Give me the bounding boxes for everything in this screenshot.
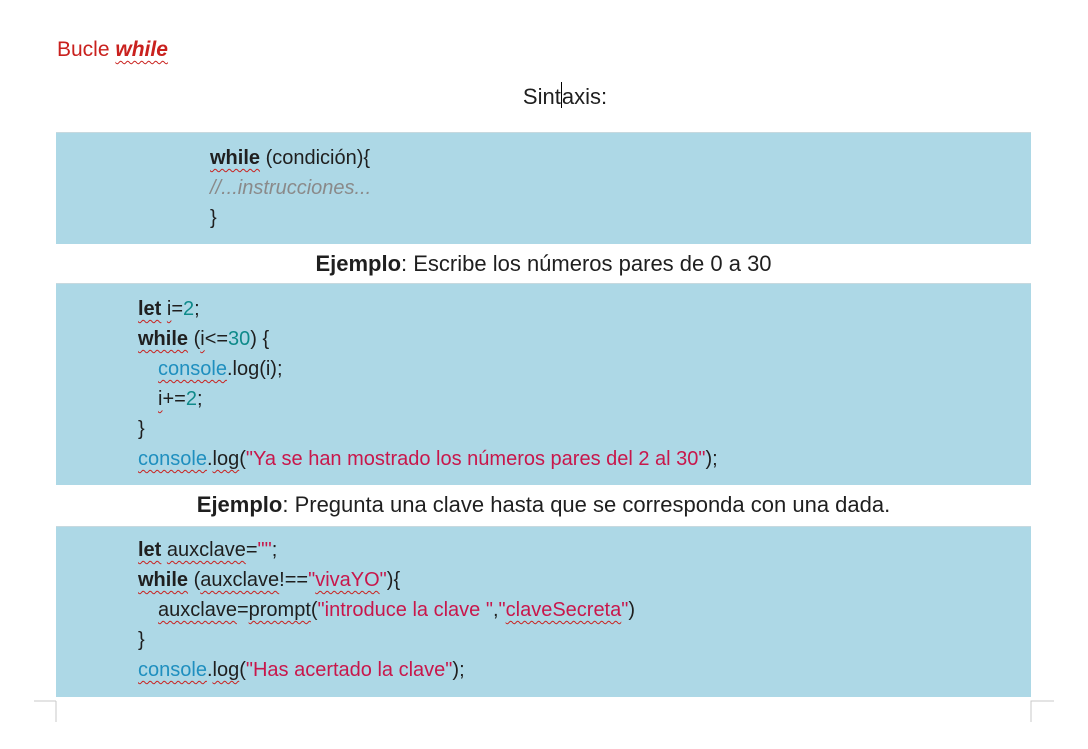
- object: console: [138, 659, 207, 681]
- margin-corner-right: [1030, 700, 1054, 722]
- string: "Has acertado la clave": [245, 659, 453, 681]
- punct: ): [628, 599, 636, 621]
- punct: ) {: [250, 328, 270, 350]
- operator: !==: [279, 569, 309, 591]
- heading-keyword: while: [115, 38, 168, 61]
- string-quote: ": [498, 599, 506, 621]
- syntax-condition: (condición){: [260, 147, 371, 169]
- example2-code-block[interactable]: [56, 526, 1031, 697]
- syntax-line-3: }: [210, 207, 217, 229]
- example1-code-block[interactable]: [56, 283, 1031, 485]
- syntax-title[interactable]: [0, 82, 1088, 110]
- ex2-line-3: [158, 595, 635, 625]
- punct: ;: [196, 388, 203, 410]
- ex1-line-1: [138, 294, 200, 324]
- function: log: [212, 659, 240, 681]
- number: 2: [185, 388, 197, 410]
- string-quote: ": [621, 599, 629, 621]
- punct: (: [188, 328, 201, 350]
- ex2-line-1: [138, 535, 277, 565]
- keyword: let: [138, 539, 162, 561]
- punct: (: [239, 448, 246, 470]
- operator: <=: [204, 328, 229, 350]
- caption-bold: Ejemplo: [315, 251, 402, 276]
- ex2-line-4: }: [138, 629, 145, 651]
- string-quote: ": [308, 569, 316, 591]
- syntax-title-part2: axis:: [561, 84, 608, 109]
- keyword: while: [138, 328, 189, 350]
- function: prompt: [248, 599, 311, 621]
- ex2-line-2: [138, 565, 400, 595]
- punct: ){: [386, 569, 401, 591]
- caption-text: : Pregunta una clave hasta que se corresponda con una dada.: [282, 492, 891, 517]
- ex1-line-2: [138, 324, 269, 354]
- number: 2: [183, 298, 195, 320]
- example1-caption: [56, 251, 1031, 277]
- punct: ,: [492, 599, 499, 621]
- string: "introduce la clave ": [317, 599, 493, 621]
- object: console: [138, 448, 207, 470]
- keyword: while: [138, 569, 189, 591]
- syntax-line-1: [210, 143, 370, 173]
- syntax-line-2: //...instrucciones...: [210, 177, 372, 199]
- punct: .: [206, 659, 213, 681]
- punct: );: [705, 448, 718, 470]
- args: (i);: [259, 358, 283, 380]
- object: console: [158, 358, 227, 380]
- operator: =: [171, 298, 184, 320]
- ex2-line-5: [138, 655, 465, 685]
- variable: auxclave: [200, 569, 280, 591]
- section-heading: [57, 38, 168, 62]
- number: 30: [228, 328, 251, 350]
- punct: ;: [194, 298, 200, 320]
- variable: i: [158, 388, 163, 410]
- keyword: let: [138, 298, 162, 320]
- punct: (: [310, 599, 318, 621]
- string: vivaYO: [315, 569, 380, 591]
- operator: =: [245, 539, 258, 561]
- example2-caption: [56, 492, 1031, 518]
- margin-corner-left: [34, 700, 58, 722]
- punct: .: [206, 448, 213, 470]
- function: log: [212, 448, 240, 470]
- variable: i: [200, 328, 205, 350]
- syntax-title-part1: Sint: [522, 84, 561, 109]
- punct: (: [188, 569, 201, 591]
- string: "": [257, 539, 272, 561]
- operator: +=: [162, 388, 186, 410]
- caption-bold: Ejemplo: [196, 492, 283, 517]
- variable: i: [166, 298, 172, 320]
- variable: auxclave: [158, 599, 237, 621]
- string-quote: ": [379, 569, 387, 591]
- punct: .: [226, 358, 233, 380]
- operator: =: [236, 599, 249, 621]
- ex1-line-5: }: [138, 418, 145, 440]
- ex1-line-4: [158, 384, 203, 414]
- keyword: while: [210, 147, 261, 169]
- heading-prefix: Bucle: [57, 38, 116, 61]
- string: claveSecreta: [505, 599, 622, 621]
- caption-text: : Escribe los números pares de 0 a 30: [401, 251, 772, 276]
- function: log: [232, 358, 260, 380]
- punct: ;: [271, 539, 278, 561]
- punct: (: [239, 659, 246, 681]
- ex1-line-3: [158, 354, 283, 384]
- variable: auxclave: [166, 539, 246, 561]
- syntax-code-block[interactable]: [56, 132, 1031, 244]
- punct: );: [452, 659, 465, 681]
- ex1-line-6: [138, 444, 718, 474]
- string: "Ya se han mostrado los números pares del 2 al 30": [245, 448, 706, 470]
